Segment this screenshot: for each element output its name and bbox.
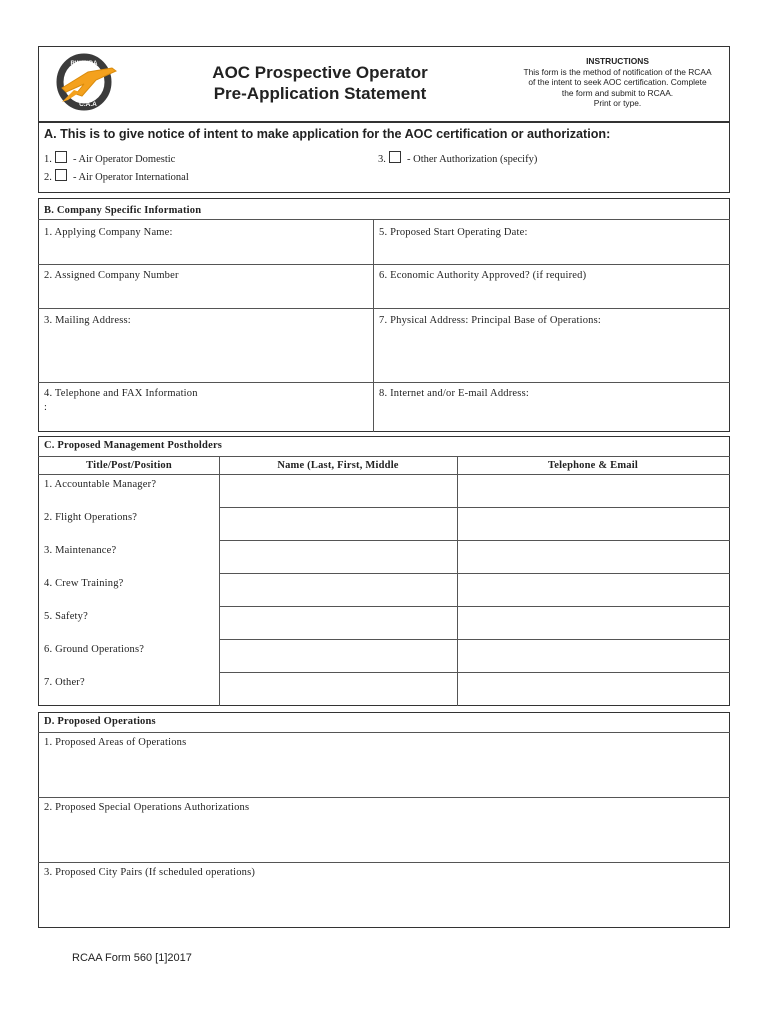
table-row-label: 7. Other? bbox=[44, 677, 85, 688]
checkbox-air-operator-domestic[interactable] bbox=[55, 151, 67, 163]
table-row-label: 2. Flight Operations? bbox=[44, 512, 138, 523]
field-label-city-pairs: 3. Proposed City Pairs (If scheduled operations) bbox=[44, 867, 256, 878]
mailing-address-input[interactable] bbox=[40, 330, 370, 380]
divider bbox=[219, 456, 220, 706]
option-number: 1. bbox=[44, 154, 52, 165]
section-d-heading: D. Proposed Operations bbox=[44, 716, 156, 727]
divider bbox=[38, 308, 730, 309]
instructions-line: Print or type. bbox=[593, 98, 642, 108]
option-number: 3. bbox=[378, 154, 386, 165]
form-title-line1: AOC Prospective Operator bbox=[212, 63, 428, 82]
telephone-input-maintenance[interactable] bbox=[459, 542, 727, 572]
form-number: RCAA Form 560 [1]2017 bbox=[72, 952, 192, 964]
divider bbox=[38, 797, 730, 798]
divider bbox=[219, 606, 730, 607]
divider bbox=[219, 540, 730, 541]
instructions-line: of the intent to seek AOC certification. Complete bbox=[528, 77, 707, 87]
name-input-crew-training[interactable] bbox=[221, 575, 455, 605]
section-a-heading: A. This is to give notice of intent to make application for the AOC certification or authorization: bbox=[44, 127, 611, 141]
table-row-label: 1. Accountable Manager? bbox=[44, 479, 157, 490]
instructions-line: This form is the method of notification of the RCAA bbox=[523, 66, 712, 77]
option-label-other: - Other Authorization (specify) bbox=[407, 154, 538, 165]
areas-of-operations-input[interactable] bbox=[40, 752, 728, 795]
name-input-ground-operations[interactable] bbox=[221, 641, 455, 671]
divider bbox=[38, 474, 730, 475]
company-name-input[interactable] bbox=[40, 240, 370, 262]
field-label-special-operations: 2. Proposed Special Operations Authorizations bbox=[44, 802, 250, 813]
form-title bbox=[170, 62, 470, 104]
section-c-heading: C. Proposed Management Postholders bbox=[44, 440, 223, 451]
special-operations-input[interactable] bbox=[40, 817, 728, 860]
instructions bbox=[505, 56, 730, 109]
instructions-line: the form and submit to RCAA. bbox=[561, 87, 674, 98]
option-label-domestic: - Air Operator Domestic bbox=[73, 154, 176, 165]
divider bbox=[219, 672, 730, 673]
column-header-title: Title/Post/Position bbox=[86, 460, 172, 471]
field-label-areas-of-operations: 1. Proposed Areas of Operations bbox=[44, 737, 187, 748]
table-row-label: 6. Ground Operations? bbox=[44, 644, 145, 655]
logo-text-top: RWANDA bbox=[70, 61, 98, 67]
telephone-input-ground-operations[interactable] bbox=[459, 641, 727, 671]
table-row-label: 4. Crew Training? bbox=[44, 578, 124, 589]
telephone-input-accountable-manager[interactable] bbox=[459, 476, 727, 506]
rcaa-logo bbox=[52, 50, 122, 112]
start-date-input[interactable] bbox=[376, 240, 726, 262]
name-input-maintenance[interactable] bbox=[221, 542, 455, 572]
field-label-internet-email: 8. Internet and/or E-mail Address: bbox=[379, 388, 529, 399]
field-label-telephone-colon: : bbox=[44, 402, 48, 413]
logo-text-bottom: C.A.A bbox=[79, 101, 97, 108]
table-row-label: 3. Maintenance? bbox=[44, 545, 117, 556]
name-input-safety[interactable] bbox=[221, 608, 455, 638]
physical-address-input[interactable] bbox=[376, 330, 726, 380]
telephone-input-flight-operations[interactable] bbox=[459, 509, 727, 539]
field-label-company-number: 2. Assigned Company Number bbox=[44, 270, 179, 281]
checkbox-air-operator-international[interactable] bbox=[55, 169, 67, 181]
divider bbox=[219, 639, 730, 640]
divider bbox=[38, 732, 730, 733]
divider bbox=[38, 862, 730, 863]
divider bbox=[38, 456, 730, 457]
column-header-telephone: Telephone & Email bbox=[548, 460, 638, 471]
name-input-flight-operations[interactable] bbox=[221, 509, 455, 539]
option-number: 2. bbox=[44, 172, 52, 183]
name-input-accountable-manager[interactable] bbox=[221, 476, 455, 506]
divider bbox=[38, 219, 730, 220]
section-b-heading: B. Company Specific Information bbox=[44, 205, 202, 216]
divider bbox=[38, 382, 730, 383]
field-label-telephone-fax: 4. Telephone and FAX Information bbox=[44, 388, 198, 399]
divider bbox=[219, 573, 730, 574]
checkbox-other-authorization[interactable] bbox=[389, 151, 401, 163]
field-label-company-name: 1. Applying Company Name: bbox=[44, 227, 173, 238]
table-row-label: 5. Safety? bbox=[44, 611, 88, 622]
company-number-input[interactable] bbox=[40, 284, 370, 306]
field-label-physical-address: 7. Physical Address: Principal Base of Operations: bbox=[379, 315, 602, 326]
internet-email-input[interactable] bbox=[376, 402, 726, 430]
instructions-heading: INSTRUCTIONS bbox=[586, 56, 649, 66]
telephone-input-crew-training[interactable] bbox=[459, 575, 727, 605]
divider bbox=[219, 507, 730, 508]
form-title-line2: Pre-Application Statement bbox=[213, 84, 427, 103]
telephone-fax-input[interactable] bbox=[52, 402, 370, 430]
field-label-start-date: 5. Proposed Start Operating Date: bbox=[379, 227, 528, 238]
option-label-international: - Air Operator International bbox=[73, 172, 189, 183]
telephone-input-other[interactable] bbox=[459, 674, 727, 704]
city-pairs-input[interactable] bbox=[40, 882, 728, 926]
divider bbox=[373, 219, 374, 432]
telephone-input-safety[interactable] bbox=[459, 608, 727, 638]
column-header-name: Name (Last, First, Middle bbox=[277, 460, 399, 471]
field-label-mailing-address: 3. Mailing Address: bbox=[44, 315, 131, 326]
divider bbox=[457, 456, 458, 706]
divider bbox=[38, 264, 730, 265]
name-input-other[interactable] bbox=[221, 674, 455, 704]
economic-authority-input[interactable] bbox=[376, 284, 726, 306]
field-label-economic-authority: 6. Economic Authority Approved? (if required) bbox=[379, 270, 587, 281]
